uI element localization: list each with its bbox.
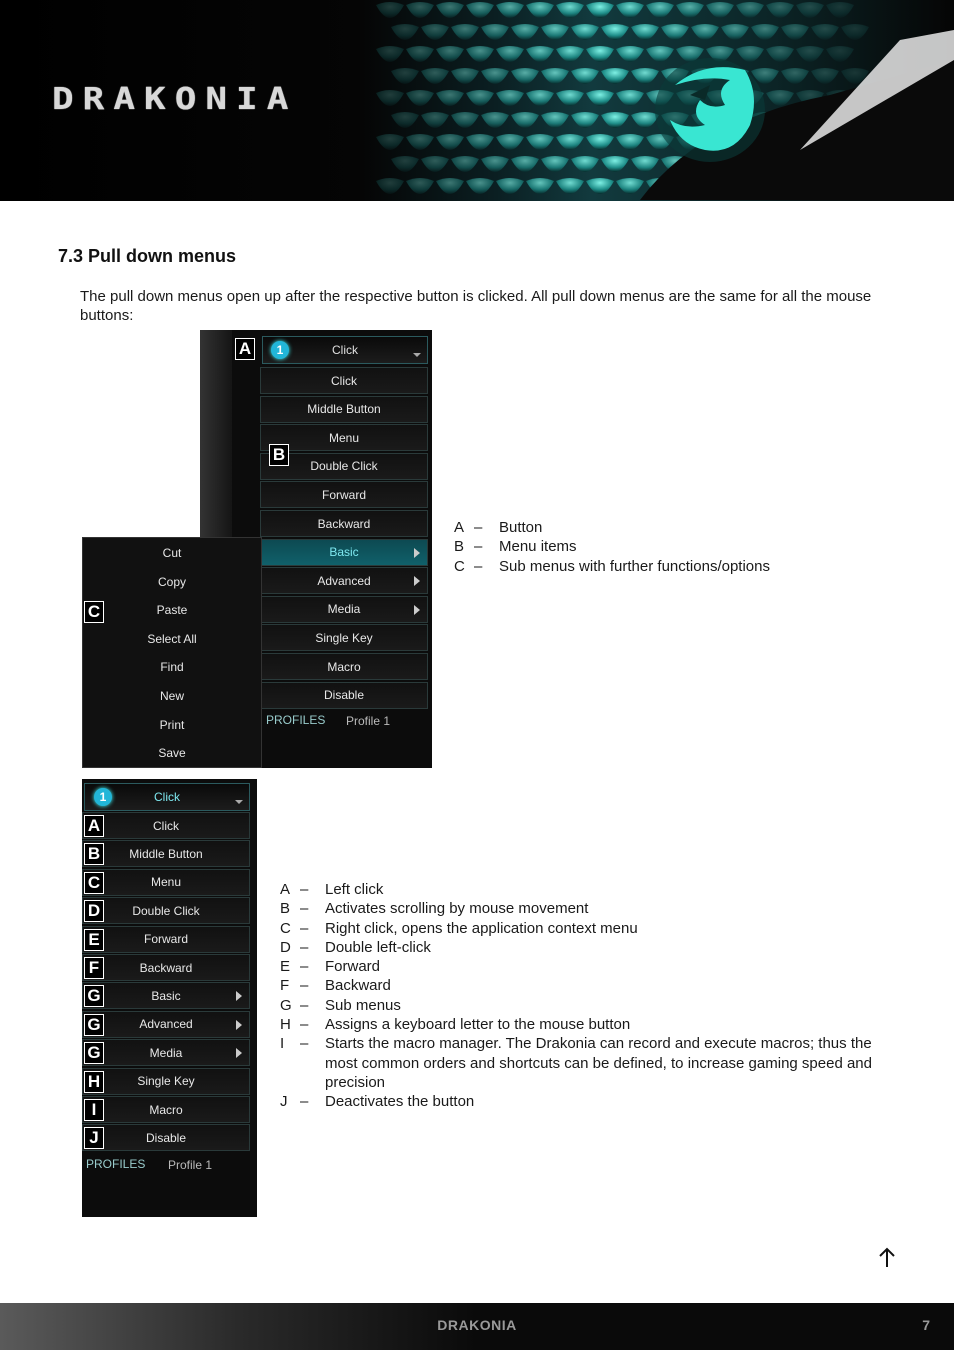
submenu-arrow-icon [236, 1048, 242, 1058]
legend-key: E [280, 958, 291, 976]
callout-badge: D [84, 900, 104, 922]
profile-tab[interactable]: Profile 1 [168, 1158, 213, 1172]
legend-row [280, 957, 880, 976]
context-menu-item[interactable]: New [159, 689, 184, 703]
menu-item-label: Menu [328, 430, 360, 445]
menu-item-label: Single Key [315, 630, 373, 645]
menu-item-label: Disable [145, 1130, 187, 1145]
legend-row [454, 557, 894, 576]
callout-a: A [235, 338, 255, 360]
legend-key: B [454, 538, 465, 556]
menu-item-label: Backward [317, 516, 371, 531]
drakonia-logo: DRAKONIA [52, 82, 298, 117]
legend-text: Left click [325, 881, 384, 898]
submenu-arrow-icon [414, 548, 420, 558]
legend-dash: – [300, 900, 309, 918]
menu-item-label: Media [149, 1045, 183, 1060]
legend-text: Button [499, 519, 543, 536]
menu-item-label: Advanced [317, 573, 371, 588]
legend-dash: – [300, 938, 309, 956]
legend-dash: – [474, 538, 483, 556]
context-menu-item[interactable]: Copy [157, 574, 186, 589]
menu-item[interactable] [82, 869, 250, 896]
menu-item-label: Forward [143, 932, 188, 947]
menu-item[interactable] [260, 481, 428, 508]
legend-key: I [280, 1035, 285, 1053]
callout-badge: I [84, 1099, 104, 1121]
menu-item-label: Click [153, 818, 179, 833]
context-menu-item[interactable]: Cut [162, 546, 182, 560]
legend-text: Starts the macro manager. The Drakonia can record and execute macros; thus the most common orders and shortcuts can be defined, to increase gaming speed and precision [325, 1035, 872, 1091]
menu-item[interactable] [82, 1068, 250, 1095]
menu-item[interactable] [260, 653, 428, 680]
menu-item-label: Double Click [310, 459, 378, 474]
legend-row [280, 1034, 880, 1092]
menu-item[interactable] [82, 954, 250, 981]
legend-text: Sub menus with further functions/options [499, 557, 770, 575]
legend-row [280, 1092, 880, 1111]
context-menu-item[interactable]: Print [159, 717, 185, 732]
legend-dash: – [300, 919, 309, 937]
menu-item[interactable] [82, 1011, 250, 1038]
legend-dash: – [300, 958, 309, 976]
legend-text: Assigns a keyboard letter to the mouse button [325, 1016, 631, 1034]
legend-key: F [280, 977, 290, 995]
legend-text: Activates scrolling by mouse movement [325, 900, 589, 918]
menu-item[interactable] [82, 926, 250, 953]
legend-text: Right click, opens the application context menu [325, 919, 638, 937]
menu-item-label: Disable [323, 688, 365, 703]
legend-text: Backward [325, 977, 391, 995]
legend-key: C [454, 557, 465, 575]
menu-item[interactable] [260, 510, 428, 537]
menu-item-label: Basic [151, 988, 181, 1003]
menu-item[interactable] [260, 539, 428, 566]
legend-row [280, 1015, 880, 1034]
legend-text: Forward [325, 958, 381, 976]
legend-key: D [280, 938, 291, 956]
legend-dash: – [300, 977, 309, 995]
menu-item-label: Advanced [139, 1017, 193, 1032]
menu-screenshot-2 [82, 779, 257, 1217]
legend-dash: – [300, 1035, 309, 1053]
menu-item-label: Backward [139, 960, 193, 975]
submenu-arrow-icon [236, 991, 242, 1001]
context-menu-item[interactable]: Find [160, 660, 184, 675]
menu-item-label: Macro [327, 659, 361, 674]
profiles-label: PROFILES [86, 1157, 146, 1171]
menu-item-label: Basic [329, 545, 359, 560]
intro-paragraph: The pull down menus open up after the respective button is clicked. All pull down menus are the same for all the mouse buttons: [80, 288, 872, 324]
callout-b: B [269, 444, 289, 466]
legend-text: Menu items [499, 538, 577, 556]
menu-item-label: Middle Button [307, 402, 381, 417]
callout-badge: G [84, 1014, 104, 1036]
legend-key: C [280, 919, 291, 937]
callout-badge: H [84, 1071, 104, 1093]
menu-item[interactable] [82, 812, 250, 839]
menu-item[interactable] [82, 982, 250, 1009]
legend-dash: – [300, 996, 309, 1014]
profiles-bar [82, 1157, 257, 1179]
legend-key: A [454, 519, 465, 536]
callout-badge: G [84, 985, 104, 1007]
callout-c: C [84, 601, 104, 623]
legend-row [280, 938, 880, 957]
menu-item[interactable] [260, 624, 428, 651]
menu-item-label: Forward [321, 487, 366, 502]
footer-title: DRAKONIA [437, 1317, 517, 1333]
button-label: Click [332, 343, 358, 357]
legend-key: A [280, 881, 291, 898]
menu-item[interactable] [82, 1096, 250, 1123]
profile-tab[interactable]: Profile 1 [346, 714, 391, 728]
legend-dash: – [300, 1093, 309, 1111]
menu-item-label: Single Key [137, 1074, 195, 1089]
legend-row [280, 899, 880, 918]
page-footer [0, 1303, 954, 1350]
dropdown-caret-icon [413, 353, 421, 357]
legend-key: H [280, 1016, 291, 1034]
callout-badge: B [84, 843, 104, 865]
submenu-arrow-icon [414, 576, 420, 586]
dropdown-caret-icon [235, 800, 243, 804]
legend-2 [280, 880, 880, 1112]
menu-item[interactable] [260, 367, 428, 394]
callout-badge: C [84, 872, 104, 894]
callout-badge: F [84, 957, 104, 979]
menu-item[interactable] [82, 1124, 250, 1151]
page-number: 7 [922, 1317, 930, 1333]
context-menu-item[interactable]: Save [158, 746, 186, 761]
context-submenu [82, 537, 262, 768]
legend-row [280, 976, 880, 995]
legend-dash: – [474, 557, 483, 575]
submenu-arrow-icon [236, 1020, 242, 1030]
menu-item[interactable] [82, 840, 250, 867]
menu-item-label: Media [327, 602, 361, 617]
menu-item-label: Double Click [132, 903, 200, 918]
callout-badge: E [84, 929, 104, 951]
button-label: Click [154, 790, 180, 804]
legend-text: Deactivates the button [325, 1093, 475, 1111]
menu-item-label: Middle Button [129, 846, 203, 861]
legend-row [454, 537, 894, 556]
callout-badge: A [84, 815, 104, 837]
button-number-badge: 1 [271, 341, 289, 359]
legend-dash: – [300, 1016, 309, 1034]
menu-item-label: Menu [150, 875, 182, 890]
section-title: 7.3 Pull down menus [58, 246, 237, 266]
context-menu-item[interactable]: Select All [147, 631, 197, 646]
back-to-top-arrow-icon[interactable] [877, 1247, 897, 1269]
legend-key: B [280, 900, 291, 918]
menu-item[interactable] [260, 396, 428, 423]
context-menu-item[interactable]: Paste [156, 603, 188, 618]
legend-1 [454, 518, 894, 576]
header-banner [0, 0, 954, 201]
legend-row [280, 996, 880, 1015]
menu-item[interactable] [260, 567, 428, 594]
callout-badge: G [84, 1042, 104, 1064]
profiles-bar [260, 713, 432, 735]
legend-key: G [280, 996, 292, 1014]
callout-badge: J [84, 1127, 104, 1149]
menu-item[interactable] [260, 682, 428, 709]
menu-item-label: Macro [149, 1102, 183, 1117]
menu-item-label: Click [331, 373, 357, 388]
menu-item[interactable] [82, 897, 250, 924]
legend-row [280, 919, 880, 938]
legend-text: Double left-click [325, 938, 431, 956]
legend-dash: – [474, 519, 483, 536]
menu-item[interactable] [82, 1039, 250, 1066]
legend-key: J [280, 1093, 288, 1111]
dragon-emblem-icon [650, 55, 770, 165]
submenu-arrow-icon [414, 605, 420, 615]
button-number-badge: 1 [94, 788, 112, 806]
legend-row [280, 880, 880, 899]
legend-text: Sub menus [325, 996, 401, 1014]
menu-item[interactable] [260, 596, 428, 623]
legend-row [454, 518, 894, 537]
legend-dash: – [300, 881, 309, 898]
profiles-label: PROFILES [266, 713, 326, 727]
